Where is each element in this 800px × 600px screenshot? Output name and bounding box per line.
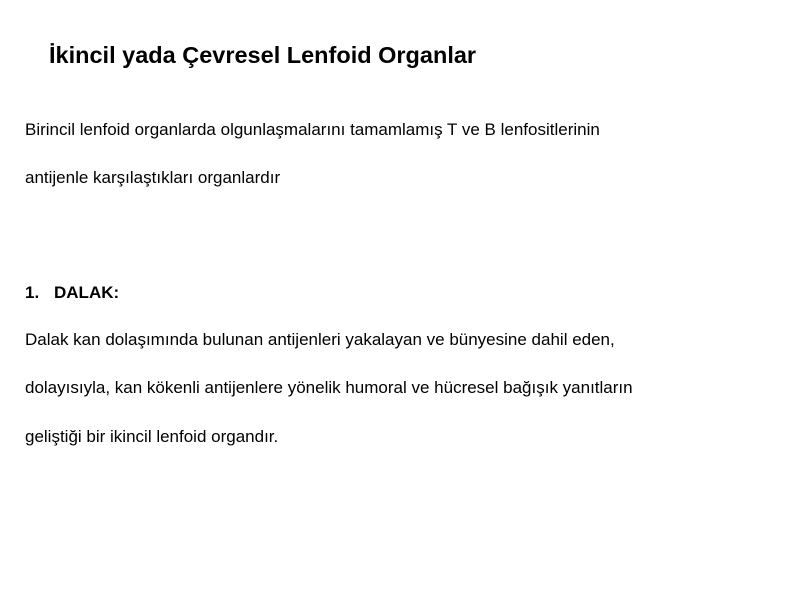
intro-line-2: antijenle karşılaştıkları organlardır	[25, 168, 281, 187]
section-heading	[25, 283, 119, 303]
section-body-line-2: dolayısıyla, kan kökenli antijenlere yönelik humoral ve hücresel bağışık yanıtların	[25, 378, 633, 397]
section-heading-text: DALAK:	[54, 283, 120, 302]
section-number: 1.	[25, 283, 40, 302]
intro-line-1: Birincil lenfoid organlarda olgunlaşmalarını tamamlamış T ve B lenfositlerinin	[25, 120, 600, 139]
slide-title: İkincil yada Çevresel Lenfoid Organlar	[49, 42, 477, 68]
section-body-line-1: Dalak kan dolaşımında bulunan antijenleri yakalayan ve bünyesine dahil eden,	[25, 330, 615, 349]
section-body-line-3: geliştiği bir ikincil lenfoid organdır.	[25, 427, 279, 446]
